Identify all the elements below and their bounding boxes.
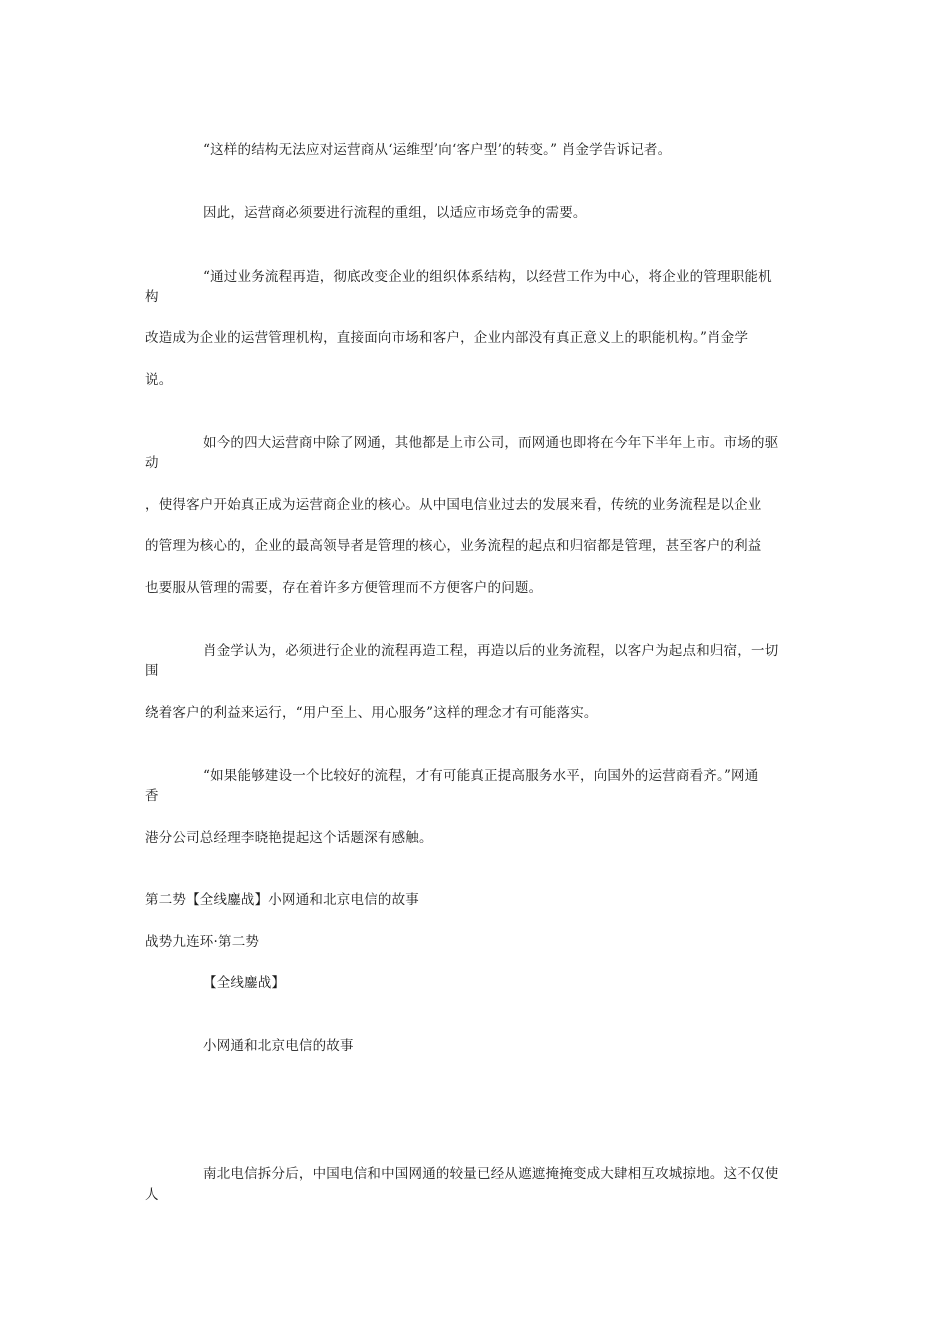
paragraph-6-line-2: 香 [145,788,159,804]
paragraph-3-line-2: 构 [145,289,159,305]
paragraph-4-line-2: 动 [145,455,159,471]
paragraph-1-line-1: “这样的结构无法应对运营商从‘运维型’向‘客户型’的转变。” 肖金学告诉记者。 [203,142,672,158]
paragraph-6-line-3: 港分公司总经理李晓艳提起这个话题深有感触。 [145,830,433,846]
section-series: 战势九连环·第二势 [145,934,260,950]
section-heading: 第二势【全线鏖战】小网通和北京电信的故事 [145,892,419,908]
paragraph-3-line-4: 说。 [145,372,173,388]
paragraph-3-line-3: 改造成为企业的运营管理机构，直接面向市场和客户，企业内部没有真正意义上的职能机构。”肖金学 [145,330,749,346]
paragraph-6-line-1: “如果能够建设一个比较好的流程，才有可能真正提高服务水平，向国外的运营商看齐。”网通 [203,768,759,784]
paragraph-5-line-2: 围 [145,663,159,679]
paragraph-4-line-5: 也要服从管理的需要，存在着许多方便管理而不方便客户的问题。 [145,580,543,596]
paragraph-4-line-1: 如今的四大运营商中除了网通，其他都是上市公司，而网通也即将在今年下半年上市。市场的驱 [203,435,779,451]
paragraph-2-line-1: 因此，运营商必须要进行流程的重组，以适应市场竞争的需要。 [203,205,587,221]
paragraph-5-line-3: 绕着客户的利益来运行，“用户至上、用心服务”这样的理念才有可能落实。 [145,705,598,721]
section-subtitle: 小网通和北京电信的故事 [203,1038,354,1054]
paragraph-5-line-1: 肖金学认为，必须进行企业的流程再造工程，再造以后的业务流程，以客户为起点和归宿，一切 [203,643,779,659]
section-tag: 【全线鏖战】 [203,975,286,991]
paragraph-4-line-3: ，使得客户开始真正成为运营商企业的核心。从中国电信业过去的发展来看，传统的业务流程是以企业 [145,497,762,513]
paragraph-4-line-4: 的管理为核心的，企业的最高领导者是管理的核心，业务流程的起点和归宿都是管理，甚至客户的利益 [145,538,762,554]
paragraph-3-line-1: “通过业务流程再造，彻底改变企业的组织体系结构，以经营工作为中心，将企业的管理职能机 [203,269,772,285]
closing-line-2: 人 [145,1187,159,1203]
closing-line-1: 南北电信拆分后，中国电信和中国网通的较量已经从遮遮掩掩变成大肆相互攻城掠地。这不仅使 [203,1166,779,1182]
